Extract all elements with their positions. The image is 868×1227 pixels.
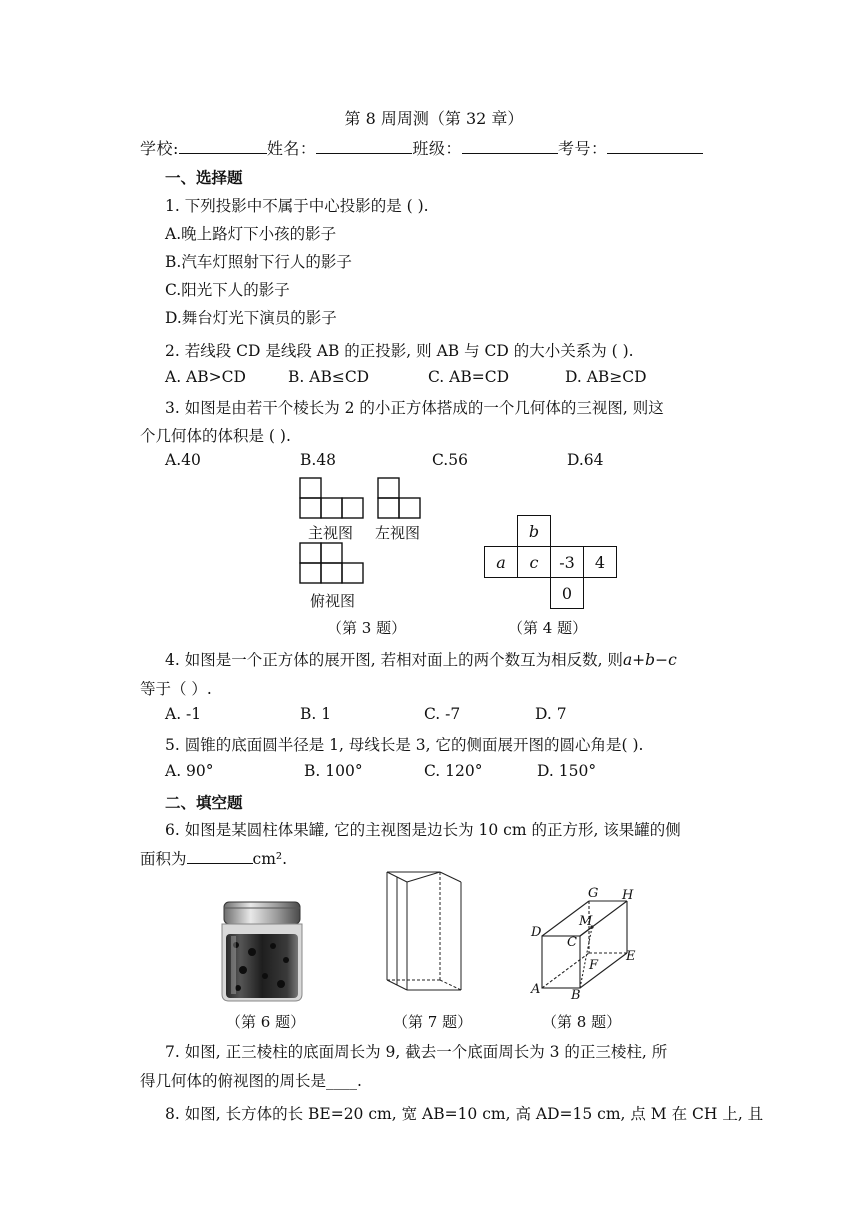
cube-face-b: b xyxy=(518,516,551,547)
top-view-label: 俯视图 xyxy=(310,592,356,610)
fig6-caption: （第 6 题） xyxy=(226,1013,306,1031)
q8-stem: 8. 如图, 长方体的长 BE=20 cm, 宽 AB=10 cm, 高 AD=15 cm, 点 M 在 CH 上, 且 xyxy=(165,1105,764,1123)
q1-stem: 1. 下列投影中不属于中心投影的是 ( ). xyxy=(165,197,429,215)
q2-stem: 2. 若线段 CD 是线段 AB 的正投影, 则 AB 与 CD 的大小关系为 ( ). xyxy=(165,342,634,360)
student-info-line xyxy=(140,136,703,159)
label-H: H xyxy=(622,888,634,903)
front-view xyxy=(300,478,363,518)
q4-option-c: C. -7 xyxy=(424,705,461,723)
q5-option-d: D. 150° xyxy=(537,762,597,780)
fig4-caption: （第 4 题） xyxy=(508,619,588,637)
q4-expression: a+b−c xyxy=(622,651,677,669)
cube-face-0: 0 xyxy=(551,578,584,609)
q4-option-b: B. 1 xyxy=(300,705,332,723)
name-label: 姓名： xyxy=(266,139,317,158)
q5-option-c: C. 120° xyxy=(424,762,483,780)
q4-stem-line2: 等于（ ）. xyxy=(140,680,212,698)
section-heading-fill-in: 二、填空题 xyxy=(165,794,243,812)
q5-option-a: A. 90° xyxy=(165,762,214,780)
label-B: B xyxy=(571,988,581,1003)
cube-face-4: 4 xyxy=(584,547,617,578)
q3-stem-line1: 3. 如图是由若干个棱长为 2 的小正方体搭成的一个几何体的三视图, 则这 xyxy=(165,399,664,417)
q2-option-b: B. AB≤CD xyxy=(288,368,370,386)
label-A: A xyxy=(531,982,541,997)
label-M: M xyxy=(579,914,593,929)
name-blank[interactable] xyxy=(316,138,412,154)
q2-option-a: A. AB>CD xyxy=(165,368,246,386)
cuboid-figure xyxy=(530,886,646,1004)
class-label: 班级： xyxy=(412,139,462,158)
cube-face-c: c xyxy=(518,547,551,578)
q1-option-c: C.阳光下人的影子 xyxy=(165,281,290,299)
label-F: F xyxy=(589,958,599,973)
q6-text-a: 面积为 xyxy=(140,850,187,868)
fig7-caption: （第 7 题） xyxy=(393,1013,473,1031)
class-blank[interactable] xyxy=(462,138,558,154)
front-view-label: 主视图 xyxy=(308,524,354,542)
q3-stem-line2: 个几何体的体积是 ( ). xyxy=(140,427,291,445)
left-view xyxy=(378,478,420,518)
q6-stem-line1: 6. 如图是某圆柱体果罐, 它的主视图是边长为 10 cm 的正方形, 该果罐的侧 xyxy=(165,821,681,839)
q4-stem-text: 4. 如图是一个正方体的展开图, 若相对面上的两个数互为相反数, 则 xyxy=(165,651,623,669)
q5-stem: 5. 圆锥的底面圆半径是 1, 母线长是 3, 它的侧面展开图的圆心角是( ). xyxy=(165,736,644,754)
q1-option-b: B.汽车灯照射下行人的影子 xyxy=(165,253,352,271)
q1-option-a: A.晚上路灯下小孩的影子 xyxy=(165,225,337,243)
cube-net-figure xyxy=(484,515,617,609)
q3-option-b: B.48 xyxy=(300,451,337,469)
label-D: D xyxy=(531,925,542,940)
q4-option-d: D. 7 xyxy=(535,705,567,723)
q3-option-a: A.40 xyxy=(165,451,201,469)
q6-text-b: cm². xyxy=(252,850,288,868)
page-title: 第 8 周周测（第 32 章） xyxy=(344,109,524,128)
school-label: 学校: xyxy=(140,139,179,158)
left-view-label: 左视图 xyxy=(375,524,421,542)
q1-option-d: D.舞台灯光下演员的影子 xyxy=(165,309,337,327)
cube-face-a: a xyxy=(485,547,518,578)
q7-stem-line2: 得几何体的俯视图的周长是____. xyxy=(140,1072,362,1090)
q2-option-d: D. AB≥CD xyxy=(565,368,647,386)
exam-no-label: 考号： xyxy=(557,139,608,158)
q2-option-c: C. AB=CD xyxy=(428,368,510,386)
triangular-prism-figure xyxy=(385,868,467,1002)
fig8-caption: （第 8 题） xyxy=(542,1013,622,1031)
cube-face-neg3: -3 xyxy=(551,547,584,578)
exam-no-blank[interactable] xyxy=(607,138,703,154)
fruit-jar-image xyxy=(218,900,308,1005)
label-C: C xyxy=(567,935,577,950)
fig3-caption: （第 3 题） xyxy=(327,619,407,637)
q3-option-c: C.56 xyxy=(432,451,468,469)
q7-stem-line1: 7. 如图, 正三棱柱的底面周长为 9, 截去一个底面周长为 3 的正三棱柱, 所 xyxy=(165,1043,668,1061)
section-heading-choice: 一、选择题 xyxy=(165,169,243,187)
q4-option-a: A. -1 xyxy=(165,705,202,723)
q5-option-b: B. 100° xyxy=(304,762,363,780)
label-E: E xyxy=(626,949,636,964)
q4-stem-line1 xyxy=(165,648,677,670)
label-G: G xyxy=(588,886,599,901)
q6-answer-blank[interactable] xyxy=(187,848,253,864)
q3-option-d: D.64 xyxy=(567,451,604,469)
q6-stem-line2 xyxy=(140,847,287,869)
top-view xyxy=(300,543,363,583)
school-blank[interactable] xyxy=(179,138,267,154)
